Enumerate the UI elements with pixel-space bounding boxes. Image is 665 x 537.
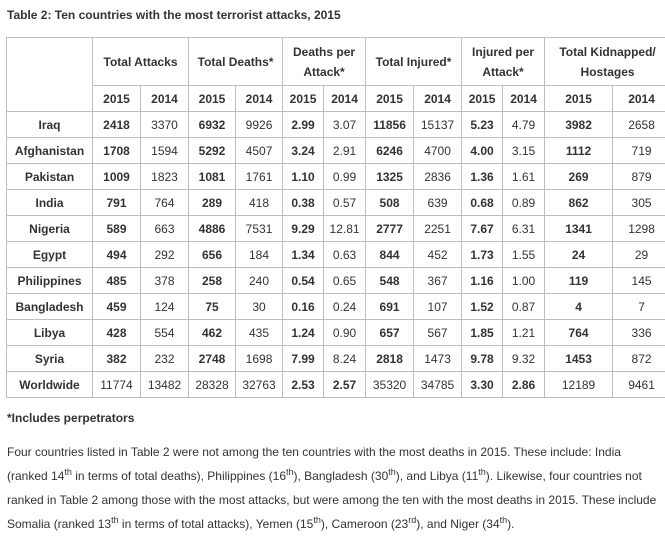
para-text: ). Likewise, four countries not ranked in Table 2 among those with the most attacks, but were among the ten with the most deaths in 2015. These include Somalia (ranked 13 [7, 469, 657, 531]
value-cell: 13482 [141, 372, 189, 398]
para-text: Four countries listed in Table 2 were not among the ten countries with the most deaths in 2015. These include: India (ranked 14 [7, 445, 621, 483]
value-cell: 289 [189, 190, 236, 216]
ordinal-suffix: th [313, 515, 321, 525]
value-cell: 32763 [236, 372, 283, 398]
value-cell: 2748 [189, 346, 236, 372]
value-cell: 1.34 [283, 242, 324, 268]
value-cell: 9.32 [503, 346, 545, 372]
ordinal-suffix: th [388, 467, 396, 477]
country-cell: Afghanistan [7, 138, 93, 164]
year-header-cell: 2015 [283, 86, 324, 112]
value-cell: 29 [613, 242, 665, 268]
value-cell: 4.00 [462, 138, 503, 164]
value-cell: 872 [613, 346, 665, 372]
value-cell: 1009 [93, 164, 141, 190]
value-cell: 0.24 [324, 294, 366, 320]
value-cell: 508 [366, 190, 414, 216]
value-cell: 11774 [93, 372, 141, 398]
year-header-cell: 2015 [462, 86, 503, 112]
year-header-cell: 2014 [414, 86, 462, 112]
value-cell: 1708 [93, 138, 141, 164]
value-cell: 1.52 [462, 294, 503, 320]
value-cell: 2.86 [503, 372, 545, 398]
value-cell: 1761 [236, 164, 283, 190]
value-cell: 1.00 [503, 268, 545, 294]
value-cell: 0.57 [324, 190, 366, 216]
value-cell: 2.57 [324, 372, 366, 398]
header-deaths-per-attack: Deaths per Attack* [283, 38, 366, 86]
value-cell: 2818 [366, 346, 414, 372]
year-header-cell: 2014 [613, 86, 665, 112]
value-cell: 764 [545, 320, 613, 346]
ordinal-suffix: rd [408, 515, 417, 525]
country-cell: Nigeria [7, 216, 93, 242]
value-cell: 9.29 [283, 216, 324, 242]
value-cell: 292 [141, 242, 189, 268]
value-cell: 6.31 [503, 216, 545, 242]
value-cell: 485 [93, 268, 141, 294]
value-cell: 1.21 [503, 320, 545, 346]
para-text: in terms of total attacks), Yemen (15 [118, 517, 314, 531]
value-cell: 269 [545, 164, 613, 190]
ordinal-suffix: th [111, 515, 119, 525]
value-cell: 639 [414, 190, 462, 216]
year-header-cell: 2015 [93, 86, 141, 112]
value-cell: 428 [93, 320, 141, 346]
value-cell: 1325 [366, 164, 414, 190]
value-cell: 1698 [236, 346, 283, 372]
value-cell: 382 [93, 346, 141, 372]
value-cell: 9926 [236, 112, 283, 138]
year-header-cell: 2014 [503, 86, 545, 112]
value-cell: 0.63 [324, 242, 366, 268]
table-row [7, 242, 665, 268]
value-cell: 1.73 [462, 242, 503, 268]
value-cell: 232 [141, 346, 189, 372]
table-row [7, 294, 665, 320]
value-cell: 0.16 [283, 294, 324, 320]
value-cell: 0.89 [503, 190, 545, 216]
value-cell: 1298 [613, 216, 665, 242]
country-cell: Bangladesh [7, 294, 93, 320]
ordinal-suffix: th [64, 467, 72, 477]
value-cell: 2836 [414, 164, 462, 190]
value-cell: 494 [93, 242, 141, 268]
year-header-cell: 2015 [189, 86, 236, 112]
value-cell: 459 [93, 294, 141, 320]
table-row [7, 112, 665, 138]
para-text: ), Cameroon (23 [320, 517, 409, 531]
group-header-row [7, 38, 665, 86]
country-cell: India [7, 190, 93, 216]
year-header-cell: 2014 [324, 86, 366, 112]
year-header-cell: 2015 [545, 86, 613, 112]
value-cell: 24 [545, 242, 613, 268]
table-body [7, 112, 665, 398]
value-cell: 2777 [366, 216, 414, 242]
value-cell: 2.91 [324, 138, 366, 164]
value-cell: 9461 [613, 372, 665, 398]
value-cell: 2.53 [283, 372, 324, 398]
value-cell: 336 [613, 320, 665, 346]
value-cell: 5.23 [462, 112, 503, 138]
value-cell: 5292 [189, 138, 236, 164]
value-cell: 1.85 [462, 320, 503, 346]
value-cell: 879 [613, 164, 665, 190]
value-cell: 554 [141, 320, 189, 346]
value-cell: 0.90 [324, 320, 366, 346]
value-cell: 7.67 [462, 216, 503, 242]
value-cell: 2251 [414, 216, 462, 242]
value-cell: 367 [414, 268, 462, 294]
value-cell: 8.24 [324, 346, 366, 372]
value-cell: 30 [236, 294, 283, 320]
value-cell: 3.24 [283, 138, 324, 164]
value-cell: 435 [236, 320, 283, 346]
terrorism-table [6, 37, 665, 398]
value-cell: 6932 [189, 112, 236, 138]
year-header-cell: 2014 [141, 86, 189, 112]
value-cell: 691 [366, 294, 414, 320]
value-cell: 1112 [545, 138, 613, 164]
header-total-injured: Total Injured* [366, 38, 462, 86]
country-cell: Egypt [7, 242, 93, 268]
value-cell: 719 [613, 138, 665, 164]
value-cell: 1594 [141, 138, 189, 164]
value-cell: 1341 [545, 216, 613, 242]
header-injured-per-attack: Injured per Attack* [462, 38, 545, 86]
value-cell: 240 [236, 268, 283, 294]
ordinal-suffix: th [499, 515, 508, 525]
year-header-cell: 2015 [366, 86, 414, 112]
country-cell: Pakistan [7, 164, 93, 190]
value-cell: 1823 [141, 164, 189, 190]
value-cell: 12.81 [324, 216, 366, 242]
value-cell: 567 [414, 320, 462, 346]
value-cell: 7.99 [283, 346, 324, 372]
value-cell: 378 [141, 268, 189, 294]
table-row [7, 372, 665, 398]
value-cell: 1081 [189, 164, 236, 190]
table-row [7, 346, 665, 372]
value-cell: 75 [189, 294, 236, 320]
value-cell: 862 [545, 190, 613, 216]
value-cell: 3.07 [324, 112, 366, 138]
table-row [7, 138, 665, 164]
value-cell: 657 [366, 320, 414, 346]
para-text: ), Bangladesh (30 [293, 469, 389, 483]
value-cell: 0.54 [283, 268, 324, 294]
value-cell: 656 [189, 242, 236, 268]
country-cell: Libya [7, 320, 93, 346]
header-total-kidnapped: Total Kidnapped/ Hostages [545, 38, 665, 86]
value-cell: 119 [545, 268, 613, 294]
value-cell: 1.55 [503, 242, 545, 268]
value-cell: 4507 [236, 138, 283, 164]
value-cell: 1453 [545, 346, 613, 372]
value-cell: 4700 [414, 138, 462, 164]
table-row [7, 216, 665, 242]
country-cell: Worldwide [7, 372, 93, 398]
country-cell: Syria [7, 346, 93, 372]
value-cell: 1.24 [283, 320, 324, 346]
value-cell: 2658 [613, 112, 665, 138]
value-cell: 124 [141, 294, 189, 320]
value-cell: 12189 [545, 372, 613, 398]
value-cell: 3370 [141, 112, 189, 138]
value-cell: 34785 [414, 372, 462, 398]
value-cell: 548 [366, 268, 414, 294]
value-cell: 35320 [366, 372, 414, 398]
value-cell: 145 [613, 268, 665, 294]
value-cell: 4.79 [503, 112, 545, 138]
table-row [7, 164, 665, 190]
value-cell: 844 [366, 242, 414, 268]
para-text: ), and Libya (11 [395, 469, 479, 483]
value-cell: 258 [189, 268, 236, 294]
value-cell: 0.87 [503, 294, 545, 320]
value-cell: 11856 [366, 112, 414, 138]
value-cell: 107 [414, 294, 462, 320]
country-cell: Philippines [7, 268, 93, 294]
value-cell: 6246 [366, 138, 414, 164]
ordinal-suffix: th [478, 467, 486, 477]
value-cell: 0.99 [324, 164, 366, 190]
value-cell: 1.36 [462, 164, 503, 190]
year-header-row [7, 86, 665, 112]
value-cell: 4 [545, 294, 613, 320]
value-cell: 7 [613, 294, 665, 320]
value-cell: 4886 [189, 216, 236, 242]
ordinal-suffix: th [286, 467, 294, 477]
value-cell: 3982 [545, 112, 613, 138]
para-text: ). [507, 517, 515, 531]
value-cell: 0.65 [324, 268, 366, 294]
value-cell: 0.68 [462, 190, 503, 216]
value-cell: 764 [141, 190, 189, 216]
value-cell: 2.99 [283, 112, 324, 138]
value-cell: 2418 [93, 112, 141, 138]
value-cell: 589 [93, 216, 141, 242]
country-cell: Iraq [7, 112, 93, 138]
table-row [7, 268, 665, 294]
header-total-attacks: Total Attacks [93, 38, 189, 86]
table-title: Table 2: Ten countries with the most terrorist attacks, 2015 [7, 8, 341, 22]
value-cell: 28328 [189, 372, 236, 398]
value-cell: 305 [613, 190, 665, 216]
para-text: in terms of total deaths), Philippines (16 [71, 469, 286, 483]
table-row [7, 320, 665, 346]
para-text: ), and Niger (34 [416, 517, 500, 531]
value-cell: 1.16 [462, 268, 503, 294]
value-cell: 1473 [414, 346, 462, 372]
corner-cell [7, 38, 93, 112]
footnote: *Includes perpetrators [7, 411, 135, 425]
year-header-cell: 2014 [236, 86, 283, 112]
value-cell: 3.15 [503, 138, 545, 164]
value-cell: 0.38 [283, 190, 324, 216]
value-cell: 1.61 [503, 164, 545, 190]
value-cell: 452 [414, 242, 462, 268]
value-cell: 462 [189, 320, 236, 346]
body-paragraph [7, 440, 657, 536]
value-cell: 15137 [414, 112, 462, 138]
value-cell: 7531 [236, 216, 283, 242]
header-total-deaths: Total Deaths* [189, 38, 283, 86]
value-cell: 663 [141, 216, 189, 242]
value-cell: 184 [236, 242, 283, 268]
value-cell: 418 [236, 190, 283, 216]
value-cell: 791 [93, 190, 141, 216]
value-cell: 3.30 [462, 372, 503, 398]
value-cell: 1.10 [283, 164, 324, 190]
table-row [7, 190, 665, 216]
value-cell: 9.78 [462, 346, 503, 372]
